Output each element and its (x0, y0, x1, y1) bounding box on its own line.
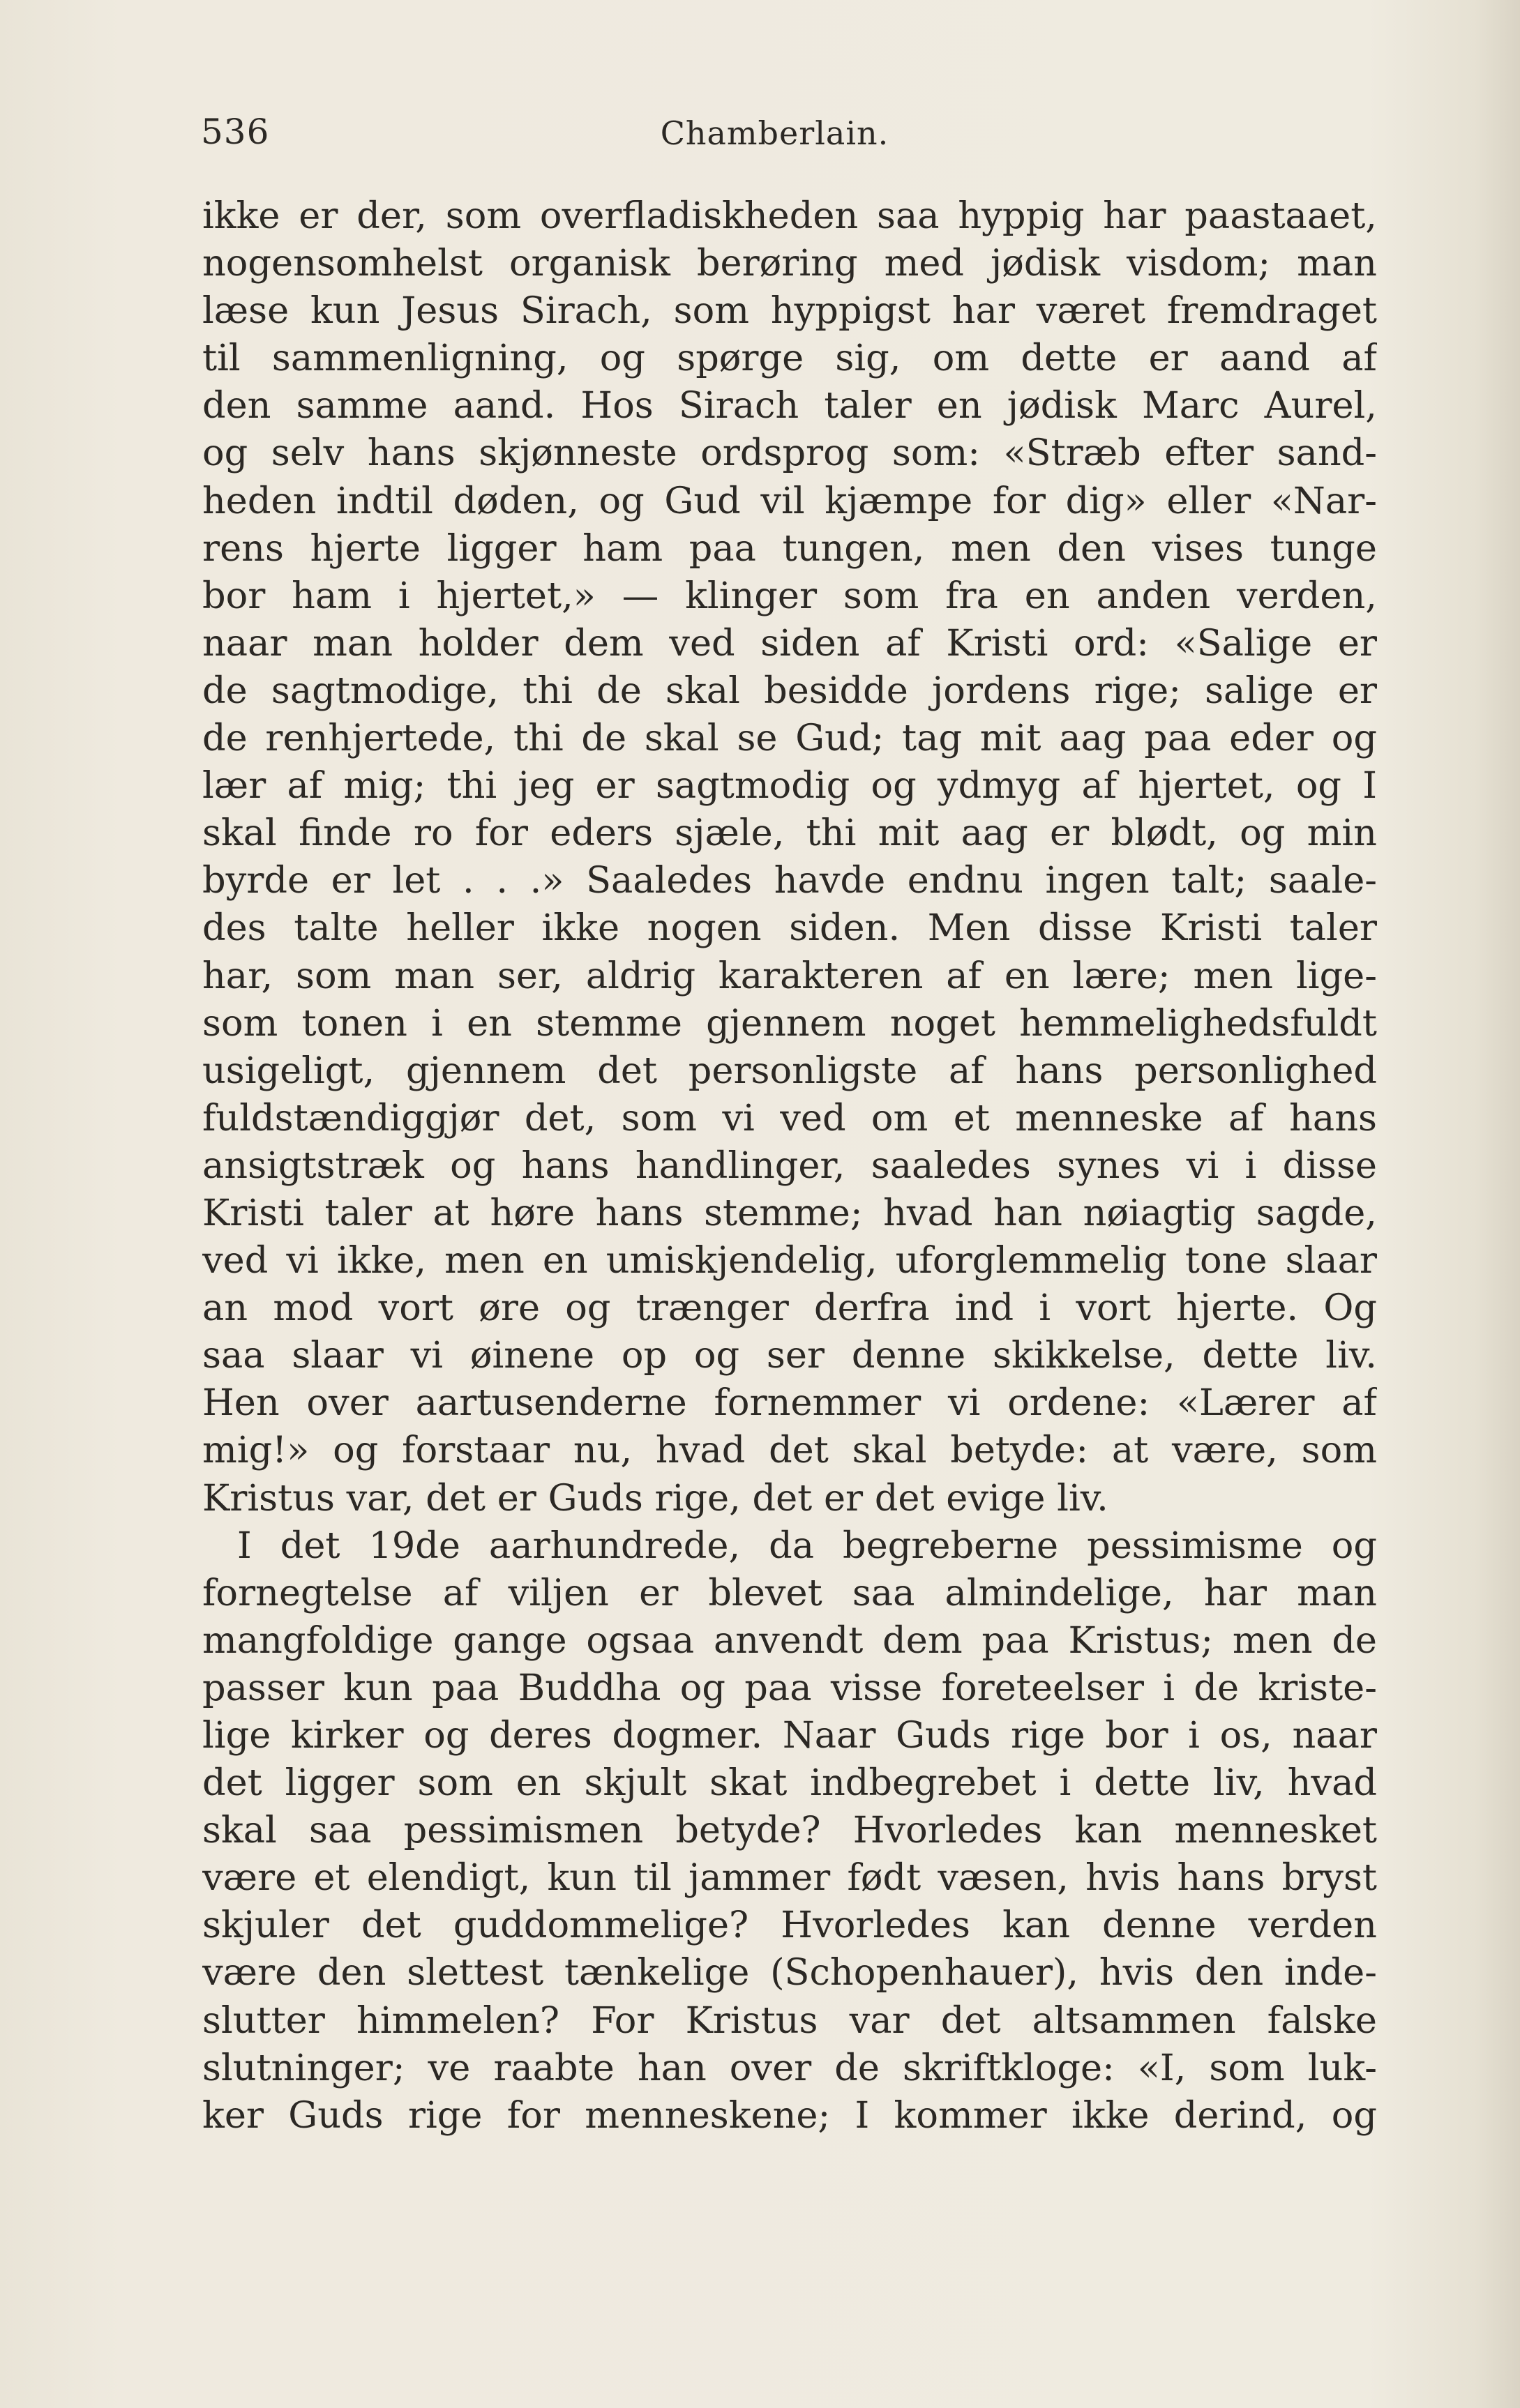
text-line: skjuler det guddommelige? Hvorledes kan denne verden (202, 1904, 1377, 1947)
text-line: ker Guds rige for menneskene; I kommer ikke derind, og (202, 2093, 1377, 2137)
running-title: Chamberlain. (660, 114, 889, 152)
text-line: og selv hans skjønneste ordsprog som: «Stræb efter sand- (202, 432, 1377, 475)
text-line: være et elendigt, kun til jammer født væsen, hvis hans bryst (202, 1856, 1377, 1900)
text-line: naar man holder dem ved siden af Kristi ord: «Salige er (202, 621, 1377, 665)
text-line: mig!» og forstaar nu, hvad det skal betyde: at være, som (202, 1429, 1377, 1472)
text-line: usigeligt, gjennem det personligste af hans personlighed (202, 1049, 1377, 1092)
text-line: ansigtstræk og hans handlinger, saaledes synes vi i disse (202, 1144, 1377, 1187)
text-line: skal finde ro for eders sjæle, thi mit aag er blødt, og min (202, 812, 1377, 855)
text-line: bor ham i hjertet,» — klinger som fra en anden verden, (202, 574, 1377, 617)
text-line: slutninger; ve raabte han over de skriftkloge: «I, som luk- (202, 2046, 1377, 2089)
text-line: den samme aand. Hos Sirach taler en jødisk Marc Aurel, (202, 384, 1377, 427)
text-line: nogensomhelst organisk berøring med jødisk visdom; man (202, 242, 1377, 285)
text-line: har, som man ser, aldrig karakteren af en lære; men lige- (202, 954, 1377, 997)
page-header (201, 112, 1376, 160)
text-line: ved vi ikke, men en umiskjendelig, uforglemmelig tone slaar (202, 1239, 1377, 1282)
text-line: være den slettest tænkelige (Schopenhauer), hvis den inde- (202, 1951, 1377, 1994)
text-line: byrde er let . . .» Saaledes havde endnu ingen talt; saale- (202, 859, 1377, 902)
text-line: de sagtmodige, thi de skal besidde jordens rige; salige er (202, 669, 1377, 712)
text-line: des talte heller ikke nogen siden. Men disse Kristi taler (202, 907, 1377, 950)
text-line: Hen over aartusenderne fornemmer vi ordene: «Lærer af (202, 1381, 1377, 1425)
text-line: Kristus var, det er Guds rige, det er det evige liv. (202, 1476, 1108, 1520)
text-line: lær af mig; thi jeg er sagtmodig og ydmyg af hjertet, og I (202, 764, 1377, 808)
text-line: som tonen i en stemme gjennem noget hemmelighedsfuldt (202, 1001, 1377, 1045)
text-line: saa slaar vi øinene op og ser denne skikkelse, dette liv. (202, 1334, 1377, 1377)
text-line: lige kirker og deres dogmer. Naar Guds rige bor i os, naar (202, 1714, 1377, 1757)
text-line: ikke er der, som overfladiskheden saa hyppig har paastaaet, (202, 195, 1377, 237)
text-line: mangfoldige gange ogsaa anvendt dem paa Kristus; men de (202, 1619, 1377, 1662)
text-line: I det 19de aarhundrede, da begreberne pessimisme og (237, 1524, 1377, 1567)
text-line: læse kun Jesus Sirach, som hyppigst har været fremdraget (202, 289, 1377, 333)
text-line: fornegtelse af viljen er blevet saa almindelige, har man (202, 1571, 1377, 1614)
text-line: heden indtil døden, og Gud vil kjæmpe for dig» eller «Nar- (202, 479, 1377, 522)
text-line: skal saa pessimismen betyde? Hvorledes kan mennesket (202, 1809, 1377, 1852)
text-line: de renhjertede, thi de skal se Gud; tag mit aag paa eder og (202, 717, 1377, 760)
text-line: rens hjerte ligger ham paa tungen, men den vises tunge (202, 527, 1377, 570)
text-line: Kristi taler at høre hans stemme; hvad han nøiagtig sagde, (202, 1191, 1377, 1234)
text-line: fuldstændiggjør det, som vi ved om et menneske af hans (202, 1096, 1377, 1139)
text-line: til sammenligning, og spørge sig, om dette er aand af (202, 337, 1377, 380)
text-line: slutter himmelen? For Kristus var det altsammen falske (202, 1999, 1377, 2042)
body-text (202, 192, 1377, 2140)
text-line: det ligger som en skjult skat indbegrebet i dette liv, hvad (202, 1762, 1377, 1805)
text-line: passer kun paa Buddha og paa visse foreteelser i de kriste- (202, 1666, 1377, 1709)
page-number: 536 (201, 112, 270, 152)
text-line: an mod vort øre og trænger derfra ind i vort hjerte. Og (202, 1287, 1377, 1330)
